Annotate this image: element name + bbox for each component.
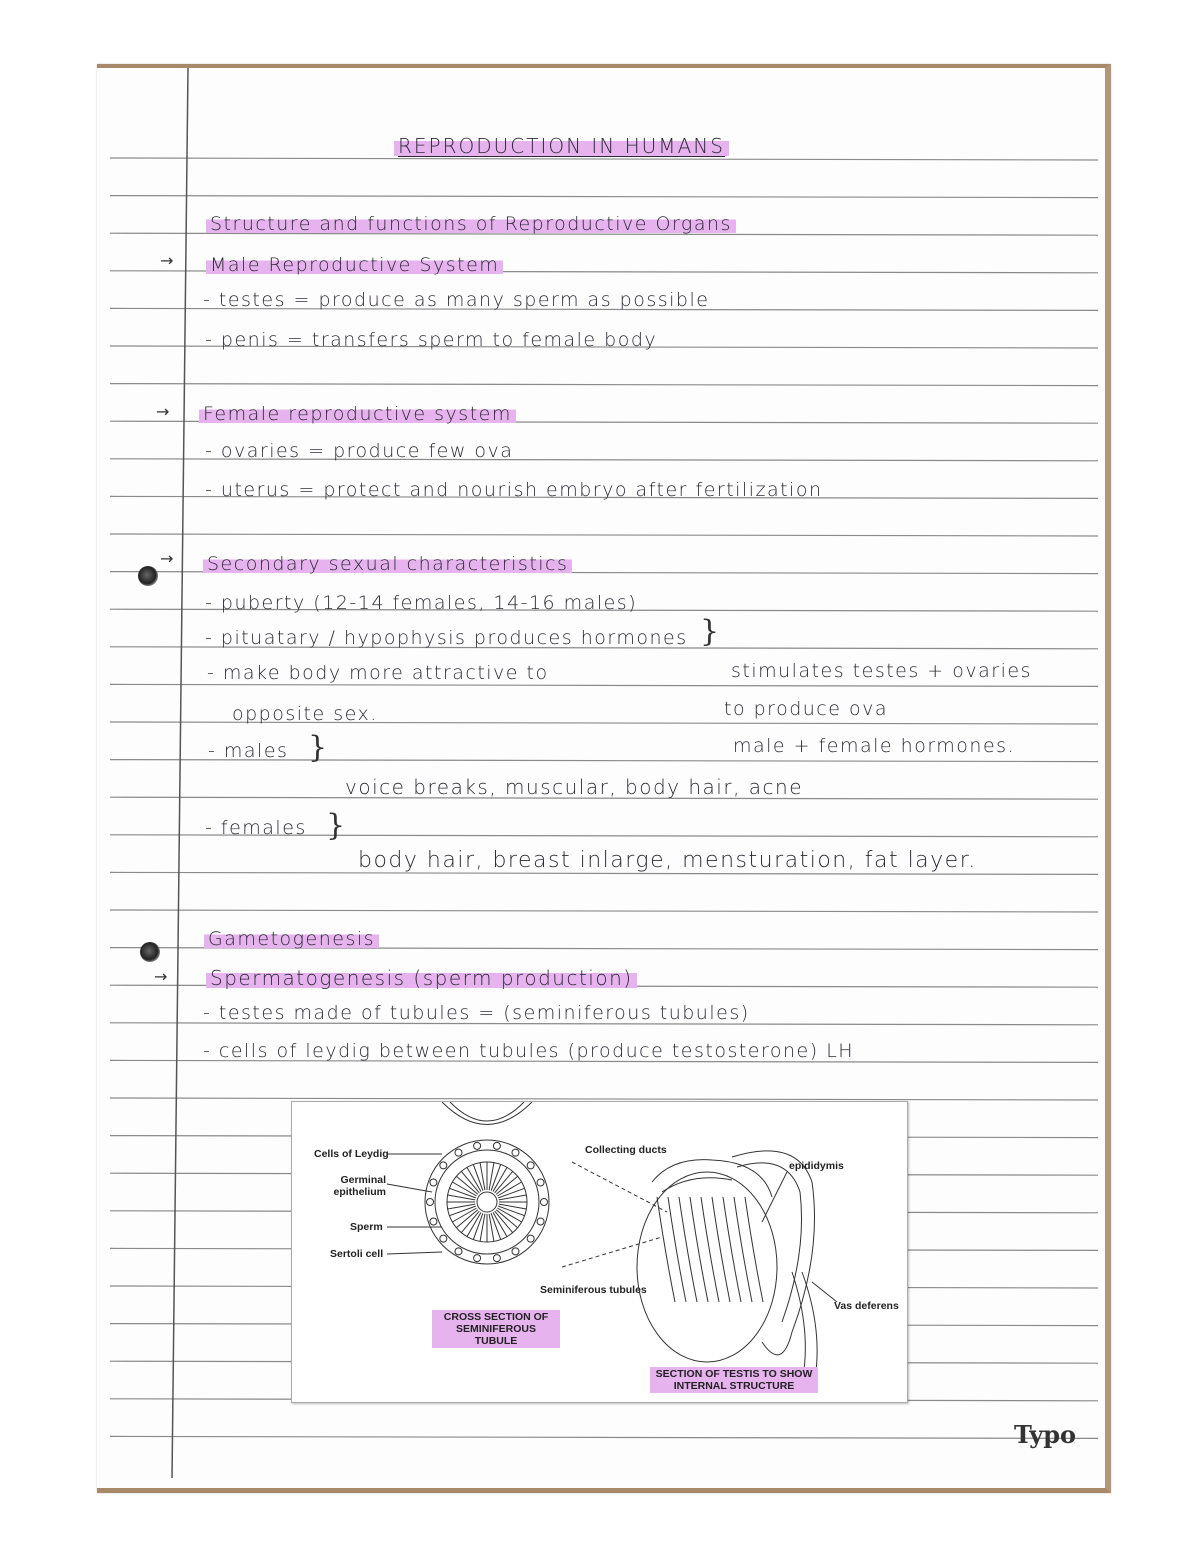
rule-line xyxy=(110,158,1098,160)
brand-logo: Typo xyxy=(1014,1420,1076,1449)
lobule-line xyxy=(745,1197,763,1302)
male-item-testes: - testes = produce as many sperm as possible xyxy=(203,289,710,311)
epithelium-cell xyxy=(493,1255,500,1262)
lobule-line xyxy=(668,1197,686,1302)
lobule-line xyxy=(679,1197,697,1302)
epithelium-cell xyxy=(440,1235,447,1242)
epithelium-cell xyxy=(430,1179,437,1186)
produce-ova-item: to produce ova xyxy=(724,698,888,720)
label-epididymis: epididymis xyxy=(789,1160,844,1172)
rule-line xyxy=(110,196,1098,198)
females-traits: body hair, breast inlarge, mensturation, fat layer. xyxy=(358,848,977,873)
rule-line xyxy=(110,534,1098,536)
epithelium-cell xyxy=(493,1142,500,1149)
label-leydig: Cells of Leydig xyxy=(314,1148,389,1160)
epithelium-cell xyxy=(527,1235,534,1242)
epithelium-cell xyxy=(512,1248,519,1255)
epithelium-cell xyxy=(541,1199,548,1206)
rule-line xyxy=(110,684,1098,686)
epithelium-cell xyxy=(430,1218,437,1225)
rule-line xyxy=(110,910,1098,912)
rule-line xyxy=(110,384,1098,386)
lobule-line xyxy=(712,1197,730,1302)
lobule-line xyxy=(723,1197,741,1302)
arrow-icon: → xyxy=(156,402,170,421)
arrow-icon: → xyxy=(160,251,174,270)
brace-mark: } xyxy=(326,808,346,843)
page-title: REPRODUCTION IN HUMANS xyxy=(394,134,729,158)
brace-mark: } xyxy=(700,614,720,649)
male-heading: Male Reproductive System xyxy=(206,254,503,276)
female-item-ovaries: - ovaries = produce few ova xyxy=(205,440,514,462)
caption-cross-section: CROSS SECTION OF SEMINIFEROUS TUBULE xyxy=(432,1310,560,1348)
make-body-item: - make body more attractive to xyxy=(207,662,549,684)
punch-hole xyxy=(138,566,158,586)
label-vas-deferens: Vas deferens xyxy=(834,1300,899,1312)
caption-testis-section: SECTION OF TESTIS TO SHOW INTERNAL STRUCTURE xyxy=(650,1367,818,1393)
puberty-item: - puberty (12-14 females, 14-16 males) xyxy=(205,592,638,614)
male-item-penis: - penis = transfers sperm to female body xyxy=(205,329,658,351)
margin-line xyxy=(172,68,188,1478)
epithelium-cell xyxy=(427,1199,434,1206)
epithelium-cell xyxy=(474,1142,481,1149)
arrow-icon: → xyxy=(160,549,174,568)
section1-heading: Structure and functions of Reproductive Organs xyxy=(206,213,736,235)
epithelium-cell xyxy=(537,1179,544,1186)
label-germinal: Germinal epithelium xyxy=(333,1174,386,1198)
label-sperm: Sperm xyxy=(350,1221,383,1233)
females-item: - females xyxy=(205,817,307,839)
spermatogenesis-heading: Spermatogenesis (sperm production) xyxy=(206,966,637,990)
testes-tubules-item: - testes made of tubules = (seminiferous tubules) xyxy=(203,1002,750,1024)
label-seminiferous: Seminiferous tubules xyxy=(540,1284,647,1296)
lobule-line xyxy=(690,1197,708,1302)
epithelium-cell xyxy=(474,1255,481,1262)
epithelium-cell xyxy=(455,1149,462,1156)
opposite-sex-item: opposite sex. xyxy=(232,703,378,725)
rule-line xyxy=(110,1098,1098,1100)
section3-heading: Gametogenesis xyxy=(204,928,379,950)
stimulates-item: stimulates testes + ovaries xyxy=(731,660,1032,682)
epithelium-cell xyxy=(537,1218,544,1225)
brace-mark: } xyxy=(308,730,328,765)
males-item: - males xyxy=(208,740,289,762)
rule-line xyxy=(110,1436,1098,1438)
lobule-line xyxy=(734,1197,752,1302)
epithelium-cell xyxy=(455,1248,462,1255)
males-traits: voice breaks, muscular, body hair, acne xyxy=(345,775,804,799)
lobule-line xyxy=(701,1197,719,1302)
hormones-item: male + female hormones. xyxy=(733,735,1016,757)
label-sertoli: Sertoli cell xyxy=(330,1248,384,1260)
section2-heading: Secondary sexual characteristics xyxy=(203,553,572,575)
testis-diagram xyxy=(291,1101,908,1403)
arrow-icon: → xyxy=(154,967,168,986)
epithelium-cell xyxy=(512,1149,519,1156)
punch-hole xyxy=(140,942,160,962)
female-heading: Female reproductive system xyxy=(199,403,516,425)
label-collecting: Collecting ducts xyxy=(585,1144,667,1156)
epithelium-cell xyxy=(440,1162,447,1169)
leydig-item: - cells of leydig between tubules (produce testosterone) LH xyxy=(203,1040,855,1062)
pituitary-item: - pituatary / hypophysis produces hormones xyxy=(205,627,688,649)
lobule-line xyxy=(657,1197,675,1302)
epithelium-cell xyxy=(527,1162,534,1169)
female-item-uterus: - uterus = protect and nourish embryo after fertilization xyxy=(205,479,823,501)
